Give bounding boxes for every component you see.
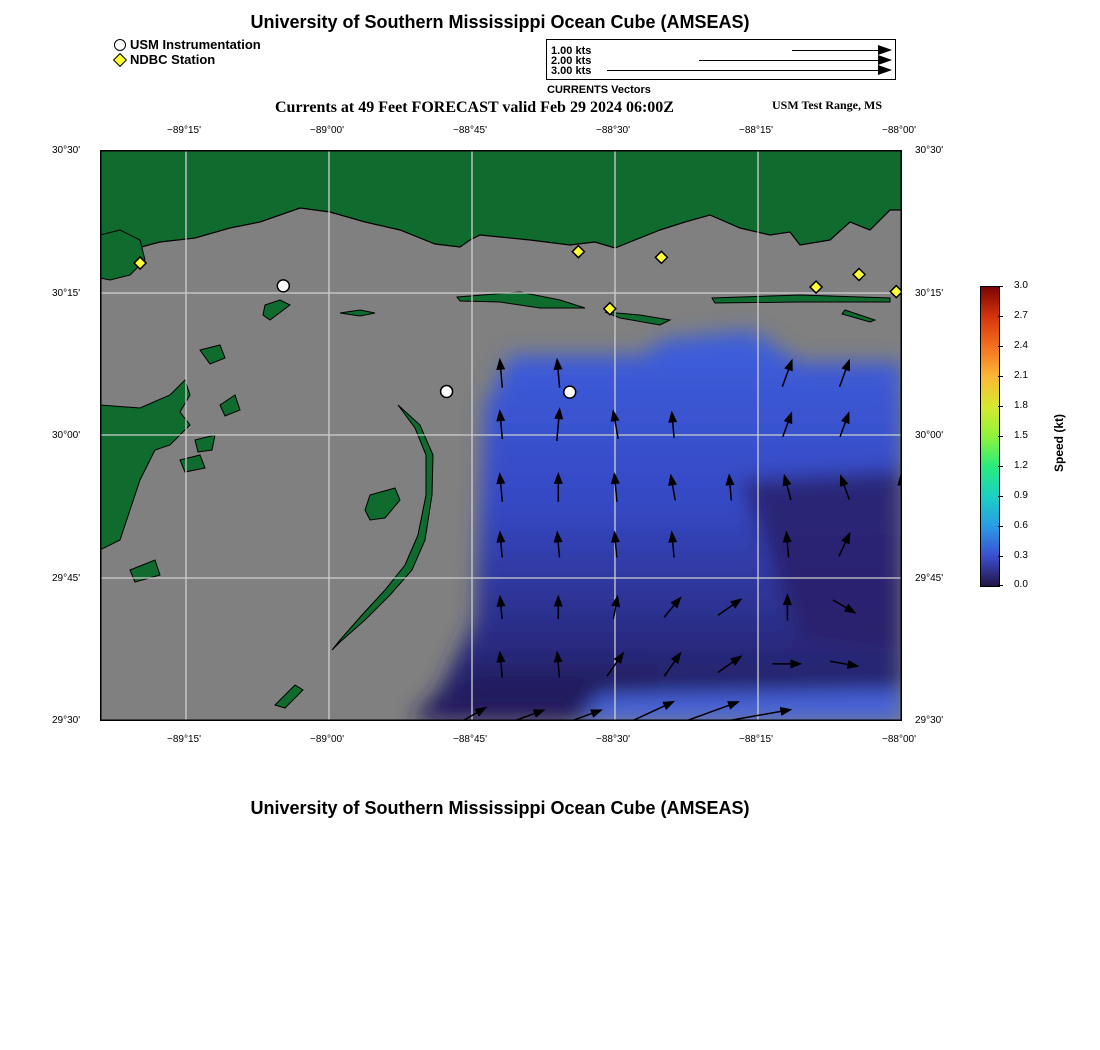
colorbar-tick-label: 2.7 [1014,310,1028,321]
y-tick-left: 30°00' [52,430,81,441]
x-tick-top: −88°15' [739,125,773,136]
x-tick-top: −89°00' [310,125,344,136]
vector-scale-1kt-label: 1.00 kts [551,45,592,57]
colorbar-tick-label: 1.2 [1014,460,1028,471]
y-tick-right: 30°00' [915,430,944,441]
x-tick-bottom: −88°15' [739,734,773,745]
map-subtitle: Currents at 49 Feet FORECAST valid Feb 29 2024 06:00Z [275,99,674,116]
ndbc-station-icon [113,53,127,67]
colorbar-tick-mark [998,376,1003,377]
map-title: University of Southern Mississippi Ocean Cube (AMSEAS) [250,12,750,32]
colorbar-tick-label: 2.4 [1014,340,1028,351]
colorbar-tick-mark [998,346,1003,347]
colorbar-tick-mark [998,436,1003,437]
legend-ndbc-label: NDBC Station [130,52,216,67]
x-tick-bottom: −89°00' [310,734,344,745]
colorbar-label: Speed (kt) [1052,414,1066,473]
x-tick-bottom: −88°30' [596,734,630,745]
x-tick-top: −88°45' [453,125,487,136]
colorbar-tick-mark [998,556,1003,557]
usm-station-marker[interactable] [441,386,453,398]
vector-scale-1kt-line [792,50,880,51]
colorbar-tick-mark [998,526,1003,527]
vector-scale-2kt-arrowhead-icon [878,55,892,65]
colorbar-tick-mark [998,496,1003,497]
footer-title: University of Southern Mississippi Ocean Cube (AMSEAS) [250,798,750,818]
colorbar-tick-label: 1.5 [1014,430,1028,441]
currents-map [100,150,902,721]
vector-scale-3kt-label: 3.00 kts [551,65,592,77]
colorbar-tick-label: 1.8 [1014,400,1028,411]
colorbar-tick-label: 0.9 [1014,490,1028,501]
x-tick-bottom: −88°45' [453,734,487,745]
colorbar-tick-mark [998,286,1003,287]
colorbar-tick-label: 0.3 [1014,550,1028,561]
y-tick-left: 30°30' [52,145,81,156]
x-tick-top: −88°00' [882,125,916,136]
y-tick-left: 29°45' [52,573,81,584]
y-tick-left: 29°30' [52,715,81,726]
x-tick-bottom: −88°00' [882,734,916,745]
vector-scale-3kt-line [607,70,880,71]
y-tick-right: 30°15' [915,288,944,299]
colorbar-tick-label: 2.1 [1014,370,1028,381]
usm-station-marker[interactable] [277,280,289,292]
vector-scale-caption: CURRENTS Vectors [547,84,651,96]
range-label: USM Test Range, MS [772,98,883,112]
vector-scale-legend [546,39,896,80]
y-tick-right: 29°45' [915,573,944,584]
y-tick-right: 29°30' [915,715,944,726]
x-tick-top: −89°15' [167,125,201,136]
usm-station-marker[interactable] [564,386,576,398]
colorbar-tick-mark [998,585,1003,586]
colorbar-tick-mark [998,406,1003,407]
usm-instrumentation-icon [114,39,126,51]
colorbar-tick-mark [998,466,1003,467]
colorbar-tick-mark [998,316,1003,317]
vector-scale-2kt-line [699,60,880,61]
x-tick-top: −88°30' [596,125,630,136]
colorbar-tick-label: 0.0 [1014,579,1028,590]
legend-usm-label: USM Instrumentation [130,37,261,52]
colorbar-tick-label: 0.6 [1014,520,1028,531]
y-tick-right: 30°30' [915,145,944,156]
vector-scale-3kt-arrowhead-icon [878,65,892,75]
vector-scale-2kt-label: 2.00 kts [551,55,592,67]
vector-scale-1kt-arrowhead-icon [878,45,892,55]
colorbar-tick-label: 3.0 [1014,280,1028,291]
y-tick-left: 30°15' [52,288,81,299]
speed-colorbar [980,286,1000,587]
x-tick-bottom: −89°15' [167,734,201,745]
